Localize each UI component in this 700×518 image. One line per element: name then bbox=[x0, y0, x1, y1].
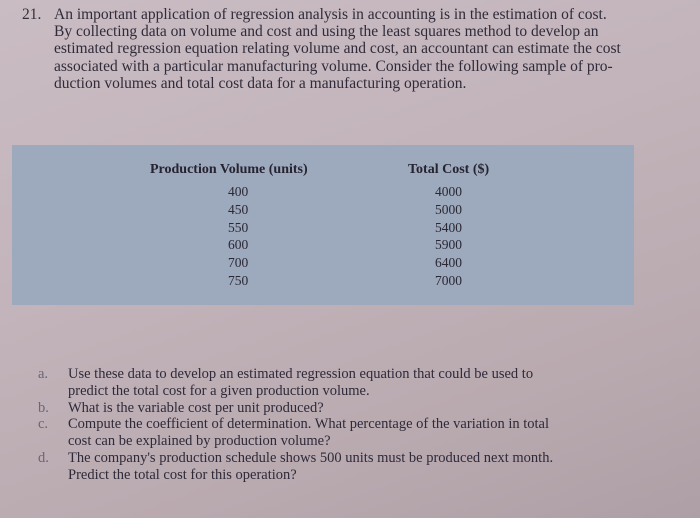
question-line: What is the variable cost per unit produced? bbox=[68, 399, 324, 416]
question-line: cost can be explained by production volume? bbox=[68, 433, 331, 450]
statement-line: By collecting data on volume and cost and using the least squares method to develop an bbox=[54, 23, 599, 41]
production-volume-column bbox=[228, 183, 248, 290]
data-table bbox=[12, 145, 634, 305]
table-cell: 750 bbox=[228, 272, 249, 288]
statement-line: associated with a particular manufacturing volume. Consider the following sample of pro- bbox=[54, 57, 613, 75]
table-cell: 5000 bbox=[435, 201, 462, 217]
question-line: predict the total cost for a given production volume. bbox=[68, 382, 370, 399]
table-cell: 550 bbox=[228, 219, 249, 235]
table-cell: 6400 bbox=[435, 255, 462, 271]
question-line: The company's production schedule shows 500 units must be produced next month. bbox=[68, 449, 554, 466]
question-letter: b. bbox=[38, 399, 49, 416]
statement-line: estimated regression equation relating volume and cost, an accountant can estimate the cost bbox=[54, 40, 621, 58]
statement-line: An important application of regression analysis in accounting is in the estimation of cost. bbox=[54, 6, 607, 23]
problem-number: 21. bbox=[22, 6, 42, 23]
question-line: Compute the coefficient of determination. What percentage of the variation in total bbox=[68, 416, 550, 433]
table-cell: 450 bbox=[228, 201, 249, 217]
question-b bbox=[38, 400, 658, 417]
question-letter: d. bbox=[38, 449, 49, 466]
question-letter: a. bbox=[38, 366, 49, 382]
table-cell: 5900 bbox=[435, 237, 462, 253]
table-cell: 4000 bbox=[435, 184, 462, 199]
question-line: Predict the total cost for this operation? bbox=[68, 466, 297, 483]
question-a bbox=[38, 366, 658, 400]
table-cell: 7000 bbox=[435, 272, 462, 288]
problem-statement bbox=[54, 6, 664, 92]
question-letter: c. bbox=[38, 416, 49, 433]
total-cost-column bbox=[435, 183, 462, 290]
table-cell: 5400 bbox=[435, 219, 462, 235]
question-c bbox=[38, 416, 658, 450]
table-cell: 600 bbox=[228, 237, 249, 253]
statement-line: duction volumes and total cost data for a manufacturing operation. bbox=[54, 74, 467, 92]
table-cell: 700 bbox=[228, 255, 249, 271]
table-cell: 400 bbox=[228, 184, 249, 199]
header-production-volume: Production Volume (units) bbox=[150, 162, 308, 177]
question-line: Use these data to develop an estimated regression equation that could be used to bbox=[68, 366, 534, 382]
question-d bbox=[38, 450, 658, 484]
header-total-cost: Total Cost ($) bbox=[408, 162, 490, 177]
question-list bbox=[38, 366, 658, 484]
